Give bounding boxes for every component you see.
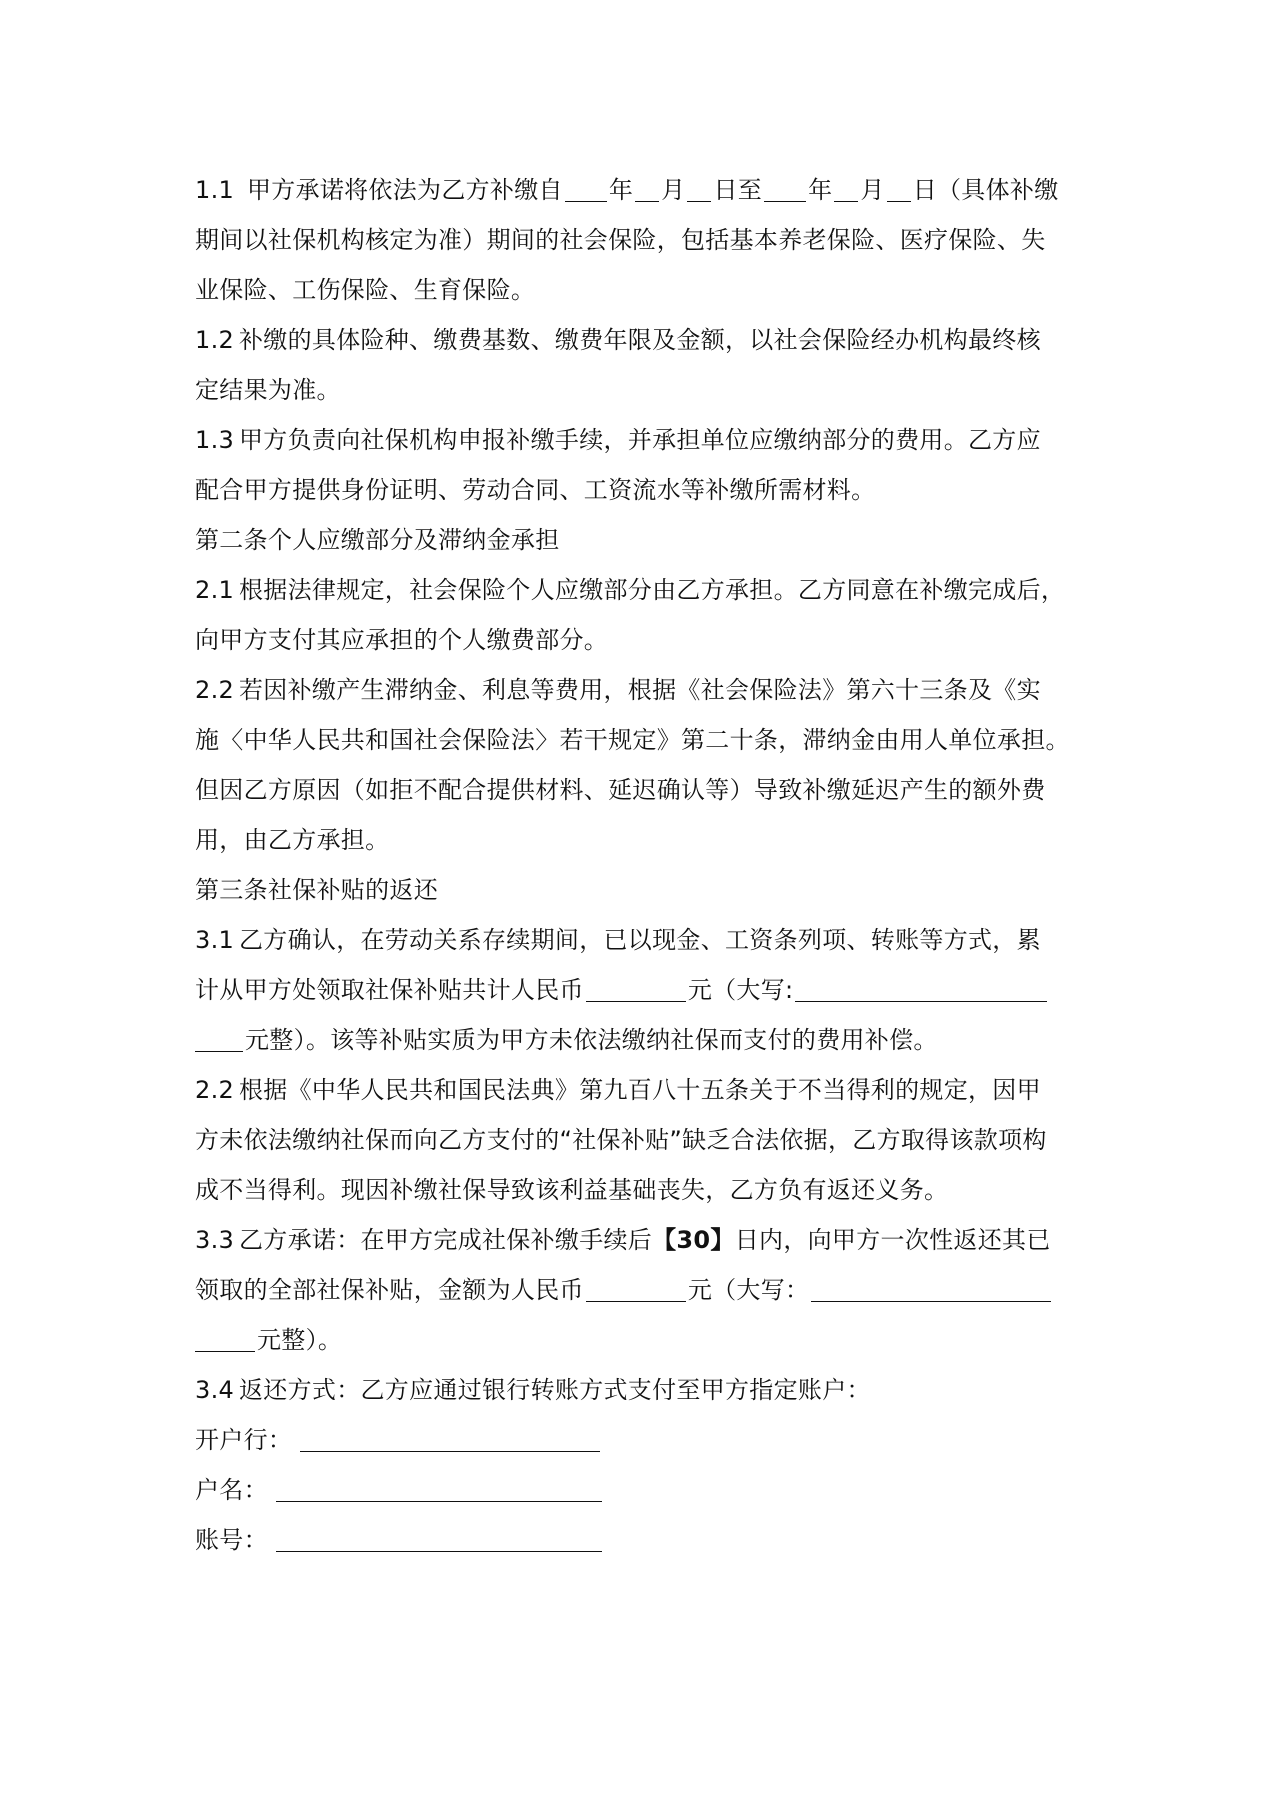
account-name-line: 户名：	[195, 1465, 1090, 1515]
clause-number: 2.1	[195, 576, 235, 604]
clause-2-1-line-1: 2.1 根据法律规定，社会保险个人应缴部分由乙方承担。乙方同意在补缴完成后，	[195, 565, 1090, 615]
clause-number: 2.2	[195, 1076, 235, 1104]
day-blank	[687, 175, 711, 202]
clause-1-1-line-2: 期间以社保机构核定为准）期间的社会保险，包括基本养老保险、医疗保险、失	[195, 226, 1046, 254]
clause-3-3-line-3: 元整）。	[195, 1315, 1090, 1365]
clause-1-1-line-1: 1.1 甲方承诺将依法为乙方补缴自 年 月 日至 年 月 日（具体补缴	[195, 165, 1090, 215]
clause-3-3-line-1: 3.3 乙方承诺：在甲方完成社保补缴手续后【30】日内，向甲方一次性返还其已	[195, 1215, 1090, 1265]
amount-words-blank	[795, 975, 1047, 1002]
clause-number: 2.2	[195, 676, 235, 704]
bank-name-line: 开户行：	[195, 1415, 1090, 1465]
clause-1-3-line-2: 配合甲方提供身份证明、劳动合同、工资流水等补缴所需材料。	[195, 476, 876, 504]
account-number-blank	[276, 1525, 602, 1552]
clause-3-4-line-1: 3.4 返还方式：乙方应通过银行转账方式支付至甲方指定账户：	[195, 1365, 1090, 1415]
year-blank	[764, 175, 806, 202]
amount-words-blank-cont	[195, 1025, 243, 1052]
month-blank	[635, 175, 659, 202]
amount-words-blank-cont	[195, 1325, 255, 1352]
clause-number: 1.3	[195, 426, 235, 454]
amount-blank	[586, 975, 686, 1002]
bank-name-blank	[300, 1425, 600, 1452]
clause-2-2-line-1: 2.2 若因补缴产生滞纳金、利息等费用，根据《社会保险法》第六十三条及《实	[195, 665, 1090, 715]
article-2-heading: 第二条个人应缴部分及滞纳金承担	[195, 526, 560, 554]
clause-2-2-line-2: 施〈中华人民共和国社会保险法〉若干规定》第二十条，滞纳金由用人单位承担。	[195, 726, 1070, 754]
amount-words-blank	[811, 1275, 1051, 1302]
clause-1-2-line-1: 1.2 补缴的具体险种、缴费基数、缴费年限及金额，以社会保险经办机构最终核	[195, 315, 1090, 365]
clause-1-2-line-2: 定结果为准。	[195, 376, 341, 404]
clause-2-1-line-2: 向甲方支付其应承担的个人缴费部分。	[195, 626, 609, 654]
clause-1-1-line-3: 业保险、工伤保险、生育保险。	[195, 276, 536, 304]
amount-blank	[586, 1275, 686, 1302]
clause-3-1-line-3: 元整）。该等补贴实质为甲方未依法缴纳社保而支付的费用补偿。	[195, 1015, 1090, 1065]
year-blank	[565, 175, 607, 202]
clause-number: 3.1	[195, 926, 235, 954]
clause-3-2-line-3: 成不当得利。现因补缴社保导致该利益基础丧失，乙方负有返还义务。	[195, 1176, 949, 1204]
clause-number: 3.4	[195, 1376, 235, 1404]
clause-3-1-line-2: 计从甲方处领取社保补贴共计人民币 元（大写:	[195, 965, 1090, 1015]
clause-number: 3.3	[195, 1226, 235, 1254]
clause-3-1-line-1: 3.1 乙方确认，在劳动关系存续期间，已以现金、工资条列项、转账等方式，累	[195, 915, 1090, 965]
account-number-line: 账号：	[195, 1515, 1090, 1565]
clause-2-2-line-3: 但因乙方原因（如拒不配合提供材料、延迟确认等）导致补缴延迟产生的额外费	[195, 776, 1046, 804]
clause-3-3-line-2: 领取的全部社保补贴，金额为人民币 元（大写：	[195, 1265, 1090, 1315]
article-3-heading: 第三条社保补贴的返还	[195, 876, 438, 904]
account-name-blank	[276, 1475, 602, 1502]
clause-2-2-line-4: 用，由乙方承担。	[195, 826, 390, 854]
clause-number: 1.2	[195, 326, 235, 354]
clause-3-2-line-2: 方未依法缴纳社保而向乙方支付的“社保补贴”缺乏合法依据，乙方取得该款项构	[195, 1126, 1047, 1154]
month-blank	[834, 175, 858, 202]
clause-3-2-line-1: 2.2 根据《中华人民共和国民法典》第九百八十五条关于不当得利的规定，因甲	[195, 1065, 1090, 1115]
day-blank	[887, 175, 911, 202]
days-value: 【30】	[652, 1226, 735, 1254]
clause-number: 1.1	[195, 176, 235, 204]
clause-1-3-line-1: 1.3 甲方负责向社保机构申报补缴手续，并承担单位应缴纳部分的费用。乙方应	[195, 415, 1090, 465]
